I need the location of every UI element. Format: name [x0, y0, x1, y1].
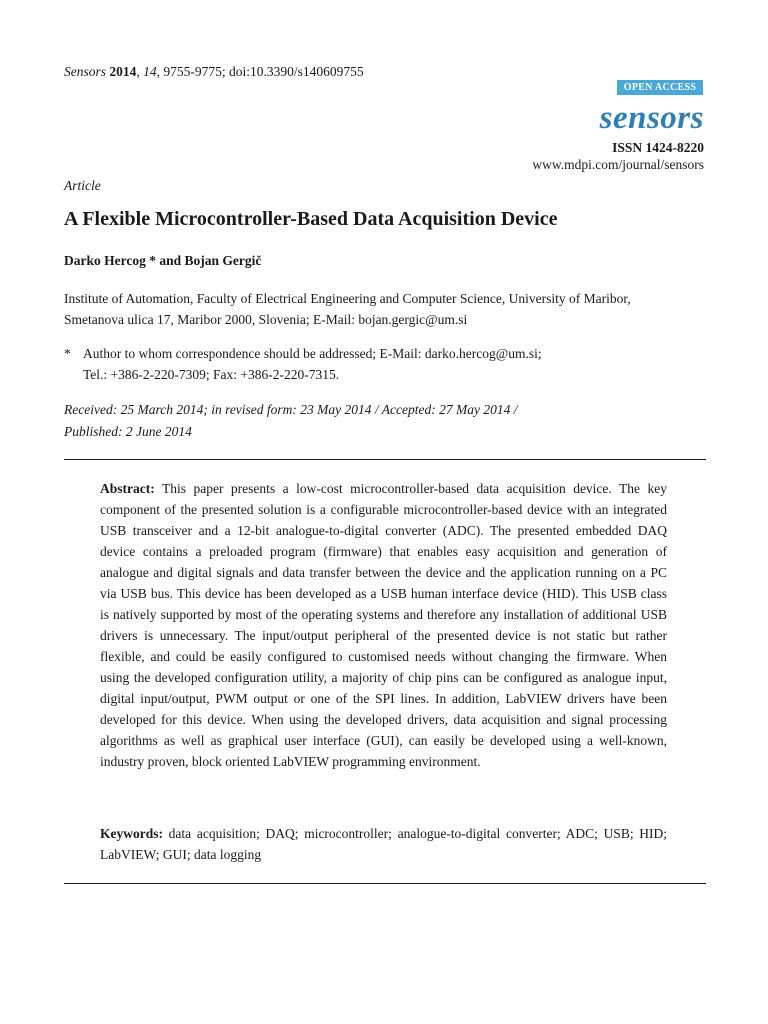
article-type: Article [64, 178, 101, 193]
abstract [100, 478, 667, 772]
keywords [100, 823, 667, 865]
correspondence-line-1: Author to whom correspondence should be addressed; E-Mail: darko.hercog@um.si; [83, 346, 542, 361]
bottom-divider [64, 883, 706, 884]
abstract-text: This paper presents a low-cost microcontroller-based data acquisition device. The key component of the presented solution is a configurable microcontroller-based device with an integrated USB transceiver and a 12-bit analogue-to-digital converter (ADC). The presented embedded DAQ device contains a preloaded program (firmware) that enables easy acquisition and generation of analogue and digital signals and data transfer between the device and the application running on a PC via USB bus. This device has been developed as a USB human interface device (HID). This USB class is natively supported by most of the operating systems and therefore any installation of additional USB drivers is unnecessary. The input/output peripheral of the presented device is not static but rather flexible, and could be easily configured to customised needs without changing the firmware. When using the developed configuration utility, a majority of chip pins can be configured as analogue input, digital input/output, PWM output or one of the SPI lines. In addition, LabVIEW drivers have been developed for this device. When using the developed drivers, data acquisition and signal processing algorithms as well as graphical user interface (GUI), can easily be developed using a well-known, industry proven, block oriented LabVIEW programming environment. [100, 481, 667, 769]
dates-line-2: Published: 2 June 2014 [64, 424, 192, 439]
citation-line: Sensors 2014, 14, 9755-9775; doi:10.3390/s140609755 [64, 64, 364, 79]
citation-year: 2014 [109, 64, 137, 79]
citation-volume: 14 [143, 64, 157, 79]
journal-logo: sensors [599, 100, 704, 136]
citation-journal: Sensors [64, 64, 107, 79]
keywords-label: Keywords: [100, 826, 163, 841]
correspondence-note [64, 343, 674, 385]
journal-url: www.mdpi.com/journal/sensors [532, 157, 704, 172]
correspondence-marker: * [64, 346, 71, 361]
paper-title: A Flexible Microcontroller-Based Data Acquisition Device [64, 208, 558, 230]
publication-dates [64, 399, 664, 443]
keywords-text: data acquisition; DAQ; microcontroller; analogue-to-digital converter; ADC; USB; HID; LabVIEW; GUI; data logging [100, 826, 667, 862]
open-access-badge: OPEN ACCESS [617, 80, 703, 95]
abstract-label: Abstract: [100, 481, 155, 496]
authors: Darko Hercog * and Bojan Gergič [64, 253, 262, 268]
issn: ISSN 1424-8220 [612, 140, 704, 155]
top-divider [64, 459, 706, 460]
correspondence-line-2: Tel.: +386-2-220-7309; Fax: +386-2-220-7315. [83, 367, 340, 382]
citation-pages-doi: , 9755-9775; doi:10.3390/s140609755 [156, 64, 364, 79]
affiliation: Institute of Automation, Faculty of Electrical Engineering and Computer Science, University of Maribor, Smetanova ulica 17, Maribor 2000, Slovenia; E-Mail: bojan.gergic@um.si [64, 291, 631, 327]
dates-line-1: Received: 25 March 2014; in revised form: 23 May 2014 / Accepted: 27 May 2014 / [64, 402, 518, 417]
